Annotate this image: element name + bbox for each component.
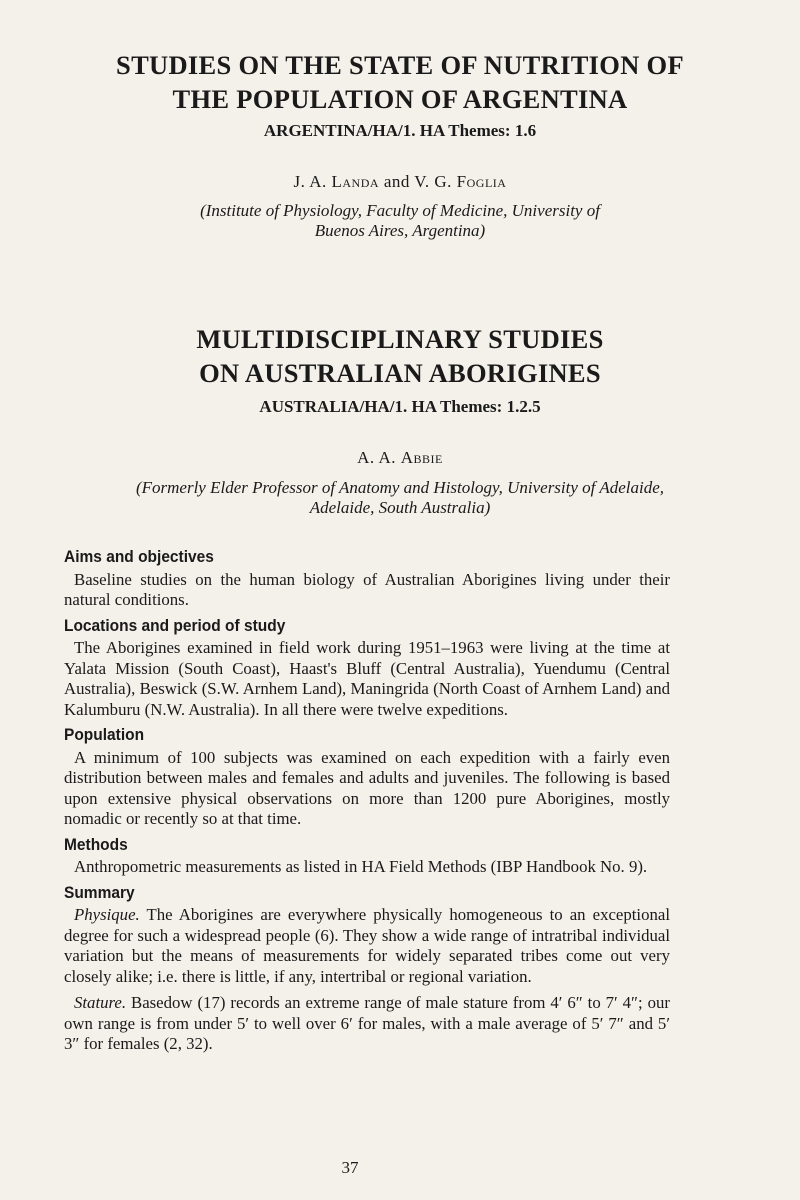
physique-lead: Physique.: [74, 905, 140, 924]
article2-title-line2: ON AUSTRALIAN ABORIGINES: [199, 358, 601, 388]
methods-paragraph: Anthropometric measurements as listed in HA Field Methods (IBP Handbook No. 9).: [74, 857, 648, 876]
stature-text: Basedow (17) records an extreme range of male stature from 4′ 6″ to 7′ 4″; our own range is from under 5′ to well over 6′ for males, with a male average of 5′ 7″ and 5′ 3″ for females (2, 32).: [64, 993, 670, 1053]
author2-surname: Foglia: [456, 172, 507, 191]
author-initials: A. A.: [357, 448, 401, 467]
affiliation-line2: Adelaide, South Australia): [309, 498, 491, 517]
methods-heading: Methods: [64, 836, 128, 854]
article-body: [64, 548, 670, 1059]
article2-author: [30, 448, 770, 468]
article2-title-line1: MULTIDISCIPLINARY STUDIES: [196, 324, 604, 354]
affiliation-line1: (Institute of Physiology, Faculty of Medicine, University of: [200, 201, 600, 220]
locations-heading: Locations and period of study: [64, 617, 286, 635]
article1-title-line1: STUDIES ON THE STATE OF NUTRITION OF: [116, 50, 684, 80]
article1-title-line2: THE POPULATION OF ARGENTINA: [172, 84, 628, 114]
aims-paragraph: Baseline studies on the human biology of Australian Aborigines living under their natural conditions.: [64, 569, 670, 609]
page-number: 37: [341, 1158, 359, 1177]
locations-paragraph: The Aborigines examined in field work during 1951–1963 were living at the time at Yalata Mission (South Coast), Haast's Bluff (Central Australia), Yuendumu (Central Australia), Beswick (S.W. Arnhem Land), Maningrida (North Coast of Arnhem Land) and Kalumburu (N.W. Australia). In all there were twelve expeditions.: [64, 638, 670, 719]
article1-title: [30, 48, 770, 116]
population-heading: Population: [64, 726, 145, 745]
stature-paragraph: [64, 993, 670, 1055]
author-initials: J. A.: [293, 172, 332, 191]
article2-code: AUSTRALIA/HA/1. HA Themes: 1.2.5: [259, 397, 541, 416]
physique-text: The Aborigines are everywhere physically homogeneous to an exceptional degree for such a widespread people (6). They show a wide range of intratribal individual variation but the means of measurements for widely separated tribes come out very closely alike; i.e. there is little, if any, intertribal or regional variation.: [64, 905, 670, 986]
article1-affiliation: [60, 201, 740, 241]
authors-joiner: and V. G.: [379, 172, 457, 191]
population-paragraph: A minimum of 100 subjects was examined on each expedition with a fairly even distribution between males and females and adults and juveniles. The following is based upon extensive physical observations on more than 1200 pure Aborigines, mostly nomadic or recently so at that time.: [64, 747, 670, 828]
aims-heading: Aims and objectives: [64, 548, 214, 567]
affiliation-line2: Buenos Aires, Argentina): [314, 221, 486, 240]
physique-paragraph: [64, 905, 670, 987]
author1-surname: Landa: [331, 172, 380, 191]
article2-title: [30, 322, 770, 390]
affiliation-line1: (Formerly Elder Professor of Anatomy and Histology, University of Adelaide,: [135, 478, 665, 497]
author-surname: Abbie: [400, 448, 443, 467]
stature-lead: Stature.: [74, 993, 127, 1012]
summary-heading: Summary: [64, 884, 135, 902]
article2-affiliation: [40, 478, 760, 518]
article1-authors: [30, 172, 770, 192]
article1-code: ARGENTINA/HA/1. HA Themes: 1.6: [263, 121, 537, 140]
